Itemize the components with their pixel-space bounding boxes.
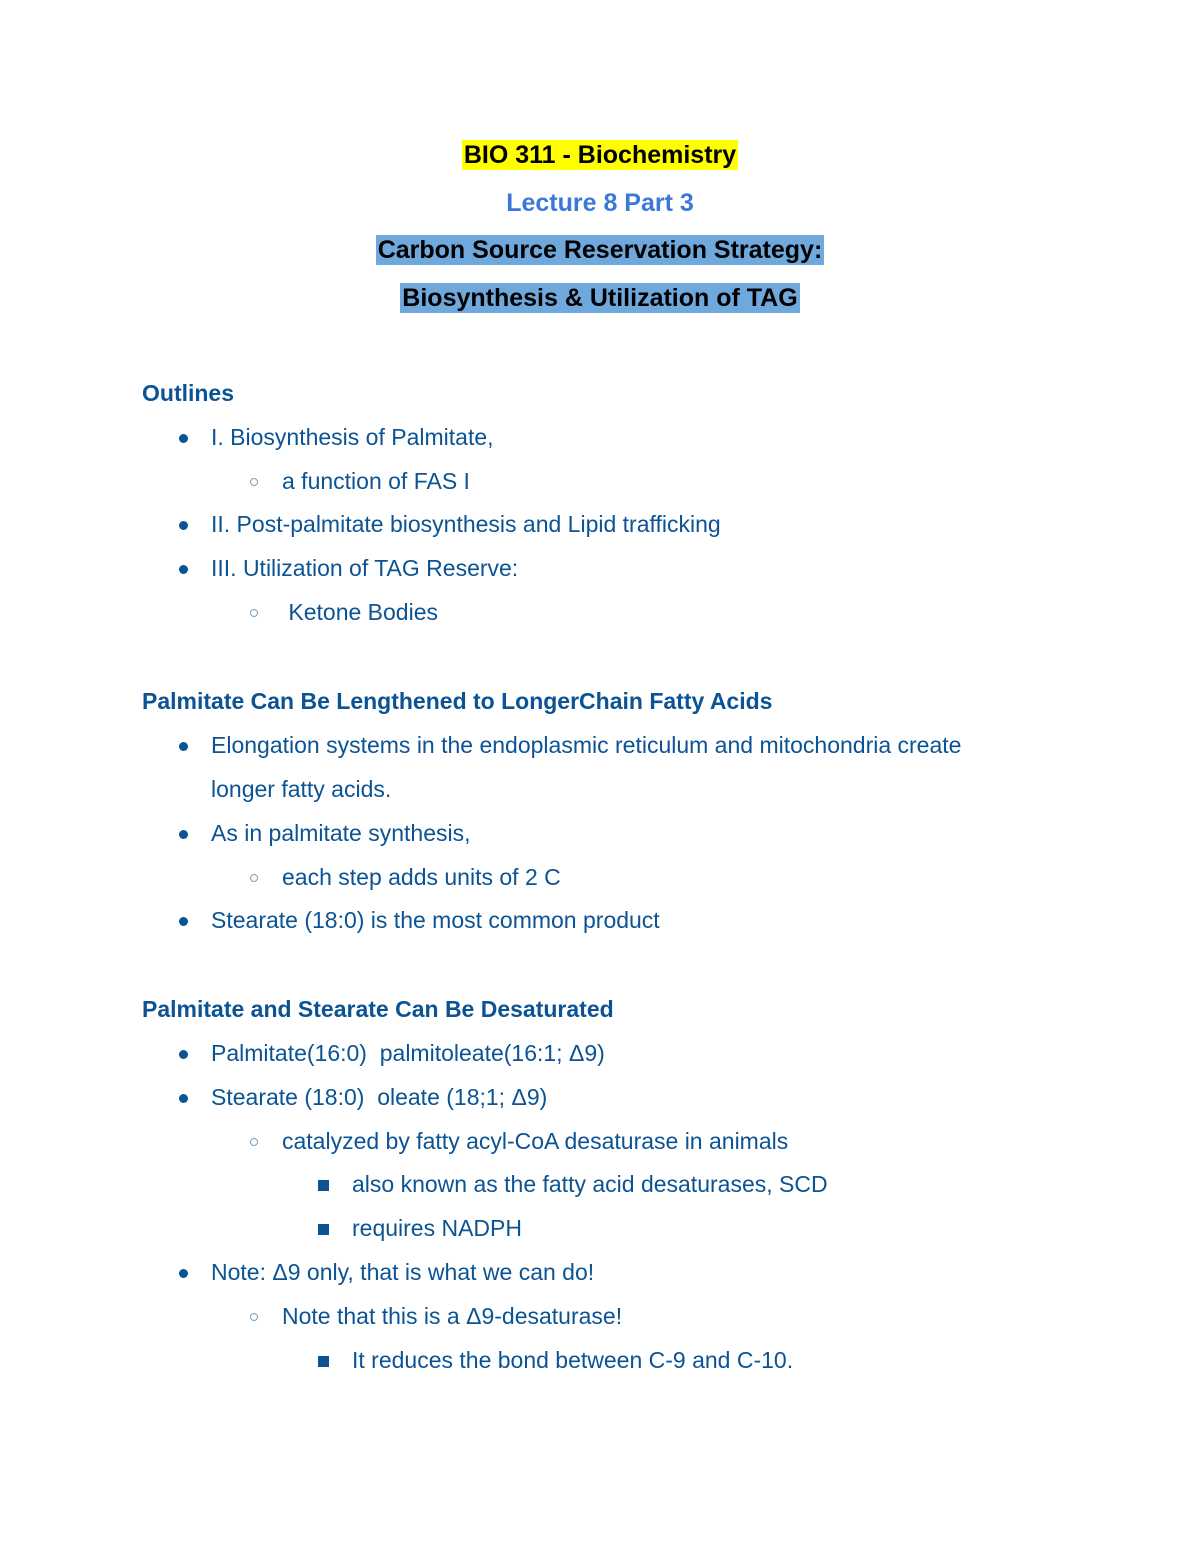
bullet-circle-icon — [250, 609, 258, 617]
bullet-disc-icon — [179, 521, 188, 530]
list-item: Ketone Bodies — [282, 599, 439, 625]
list-item: Note: Δ9 only, that is what we can do! — [211, 1259, 595, 1285]
list-item: Note that this is a Δ9-desaturase! — [282, 1303, 623, 1329]
bullet-circle-icon — [250, 1138, 258, 1146]
bullet-disc-icon — [179, 1269, 188, 1278]
list-item: also known as the fatty acid desaturases, SCD — [352, 1171, 828, 1197]
list-item-continuation: longer fatty acids. — [211, 776, 392, 802]
list-item: Stearate (18:0) is the most common product — [211, 907, 660, 933]
list-item: catalyzed by fatty acyl-CoA desaturase in animals — [282, 1128, 789, 1154]
list-item: Palmitate(16:0) palmitoleate(16:1; Δ9) — [211, 1040, 605, 1066]
course-title: BIO 311 - Biochemistry — [463, 141, 737, 169]
section-heading-elongation: Palmitate Can Be Lengthened to LongerChain Fatty Acids — [142, 688, 773, 714]
list-item: Elongation systems in the endoplasmic reticulum and mitochondria create — [211, 732, 962, 758]
list-item: III. Utilization of TAG Reserve: — [211, 555, 519, 581]
bullet-disc-icon — [179, 1050, 188, 1059]
bullet-square-icon — [318, 1356, 329, 1367]
topic-title-line-2: Biosynthesis & Utilization of TAG — [402, 284, 798, 312]
bullet-square-icon — [318, 1180, 329, 1191]
list-item: each step adds units of 2 C — [282, 864, 561, 890]
bullet-disc-icon — [179, 917, 188, 926]
list-item: It reduces the bond between C-9 and C-10. — [352, 1347, 794, 1373]
list-item: As in palmitate synthesis, — [211, 820, 471, 846]
list-item: a function of FAS I — [282, 468, 470, 494]
section-heading-desaturation: Palmitate and Stearate Can Be Desaturated — [142, 996, 614, 1022]
topic-title-line-1: Carbon Source Reservation Strategy: — [377, 236, 823, 264]
list-item: I. Biosynthesis of Palmitate, — [211, 424, 494, 450]
bullet-disc-icon — [179, 434, 188, 443]
bullet-disc-icon — [179, 1094, 188, 1103]
bullet-circle-icon — [250, 478, 258, 486]
list-item: requires NADPH — [352, 1215, 522, 1241]
list-item: Stearate (18:0) oleate (18;1; Δ9) — [211, 1084, 548, 1110]
bullet-circle-icon — [250, 1313, 258, 1321]
list-item: II. Post-palmitate biosynthesis and Lipid trafficking — [211, 511, 721, 537]
bullet-disc-icon — [179, 565, 188, 574]
lecture-subtitle: Lecture 8 Part 3 — [506, 189, 694, 217]
bullet-disc-icon — [179, 830, 188, 839]
bullet-square-icon — [318, 1224, 329, 1235]
bullet-disc-icon — [179, 742, 188, 751]
section-heading-outlines: Outlines — [142, 380, 235, 406]
bullet-circle-icon — [250, 874, 258, 882]
